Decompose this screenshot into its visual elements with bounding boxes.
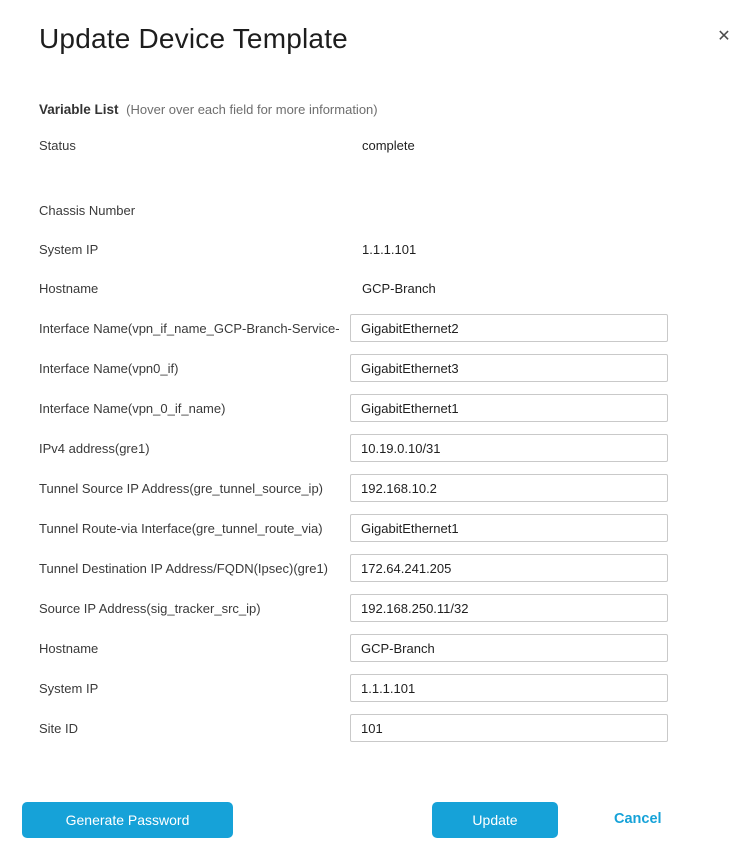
field-value-hostname-static: GCP-Branch	[362, 281, 436, 296]
row-source-ip-address	[39, 594, 668, 622]
close-icon[interactable]: ✕	[715, 28, 733, 46]
update-device-template-dialog	[0, 23, 752, 865]
row-tunnel-destination-ip	[39, 554, 668, 582]
field-value-system-ip-static: 1.1.1.101	[362, 242, 417, 257]
row-interface-name-vpn0-if	[39, 354, 668, 382]
variable-list-header	[39, 102, 752, 117]
field-label-tunnel-destination-ip: Tunnel Destination IP Address/FQDN(Ipsec)(gre1)	[39, 560, 329, 576]
input-source-ip-address[interactable]	[350, 594, 668, 622]
field-label-ipv4-address-gre1: IPv4 address(gre1)	[39, 440, 150, 456]
field-value-status: complete	[362, 138, 415, 153]
input-system-ip[interactable]	[350, 674, 668, 702]
row-site-id	[39, 714, 668, 742]
row-hostname-editable	[39, 634, 668, 662]
field-label-interface-name-vpn0-if: Interface Name(vpn0_if)	[39, 360, 179, 376]
row-interface-name-vpn-if-name	[39, 314, 668, 342]
input-ipv4-address-gre1[interactable]	[350, 434, 668, 462]
field-label-chassis-number: Chassis Number	[39, 203, 136, 218]
input-site-id[interactable]	[350, 714, 668, 742]
row-hostname-static	[39, 281, 668, 297]
row-system-ip-static	[39, 242, 668, 258]
input-hostname[interactable]	[350, 634, 668, 662]
field-label-system-ip-static: System IP	[39, 242, 99, 257]
dialog-title: Update Device Template	[39, 23, 348, 54]
input-interface-name-vpn-0-if-name[interactable]	[350, 394, 668, 422]
field-label-system-ip-editable: System IP	[39, 680, 99, 696]
input-tunnel-destination-ip[interactable]	[350, 554, 668, 582]
variable-list-rows	[39, 138, 668, 742]
field-label-hostname-editable: Hostname	[39, 640, 99, 656]
field-label-status: Status	[39, 138, 76, 153]
input-interface-name-vpn-if-name-gcp-branch-service[interactable]	[350, 314, 668, 342]
variable-list-heading: Variable List	[39, 102, 119, 117]
row-status	[39, 138, 668, 154]
dialog-footer	[0, 802, 752, 838]
field-label-site-id: Site ID	[39, 720, 79, 736]
input-tunnel-route-via-interface[interactable]	[350, 514, 668, 542]
row-chassis-number	[39, 203, 668, 219]
row-system-ip-editable	[39, 674, 668, 702]
variable-list-hint: (Hover over each field for more information)	[126, 102, 378, 117]
field-label-interface-name-vpn-0-if-name: Interface Name(vpn_0_if_name)	[39, 400, 226, 416]
hidden-row-spacer	[39, 154, 668, 180]
update-button[interactable]: Update	[432, 802, 558, 838]
input-tunnel-source-ip[interactable]	[350, 474, 668, 502]
field-label-source-ip-address: Source IP Address(sig_tracker_src_ip)	[39, 600, 261, 616]
field-label-tunnel-source-ip: Tunnel Source IP Address(gre_tunnel_source_ip)	[39, 480, 324, 496]
field-label-hostname-static: Hostname	[39, 281, 99, 296]
row-tunnel-source-ip	[39, 474, 668, 502]
row-interface-name-vpn-0-if-name	[39, 394, 668, 422]
field-label-tunnel-route-via-interface: Tunnel Route-via Interface(gre_tunnel_route_via)	[39, 520, 323, 536]
row-ipv4-address-gre1	[39, 434, 668, 462]
input-interface-name-vpn0-if[interactable]	[350, 354, 668, 382]
row-tunnel-route-via-interface	[39, 514, 668, 542]
generate-password-button[interactable]: Generate Password	[22, 802, 233, 838]
field-label-interface-name-vpn-if-name: Interface Name(vpn_if_name_GCP-Branch-Service-	[39, 320, 340, 336]
cancel-link[interactable]: Cancel	[614, 811, 662, 827]
